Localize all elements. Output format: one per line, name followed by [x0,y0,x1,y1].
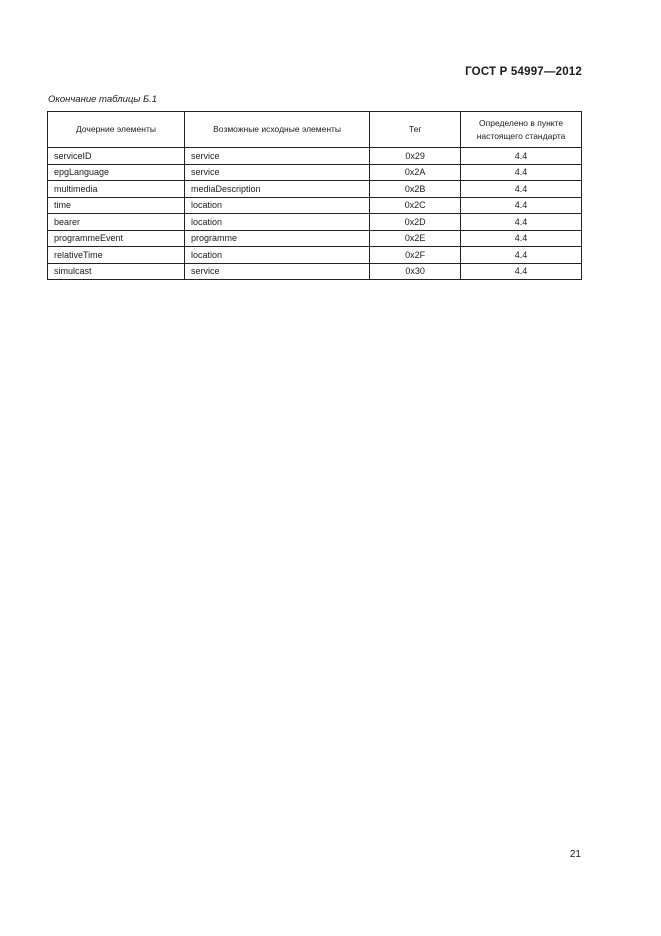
cell-section: 4.4 [461,148,582,165]
cell-parent: service [184,164,369,181]
document-standard-header: ГОСТ Р 54997—2012 [465,66,582,78]
cell-tag: 0x2E [370,230,461,247]
cell-parent: service [184,263,369,280]
column-header-child-elements: Дочерние элементы [48,112,185,148]
cell-child: bearer [48,214,185,231]
table-row [48,230,582,247]
cell-parent: location [184,214,369,231]
table-header [48,112,582,148]
cell-child: programmeEvent [48,230,185,247]
cell-tag: 0x2A [370,164,461,181]
cell-parent: service [184,148,369,165]
cell-section: 4.4 [461,263,582,280]
cell-parent: location [184,247,369,264]
table-row [48,214,582,231]
cell-tag: 0x30 [370,263,461,280]
cell-child: multimedia [48,181,185,198]
table-header-row [48,112,582,148]
cell-section: 4.4 [461,164,582,181]
column-header-parent-elements: Возможные исходные элементы [184,112,369,148]
cell-child: relativeTime [48,247,185,264]
cell-parent: location [184,197,369,214]
cell-child: simulcast [48,263,185,280]
table-caption: Окончание таблицы Б.1 [48,94,158,105]
table-row [48,263,582,280]
cell-section: 4.4 [461,214,582,231]
table-row [48,181,582,198]
page-number: 21 [569,849,581,860]
cell-child: serviceID [48,148,185,165]
cell-section: 4.4 [461,181,582,198]
table-body [48,148,582,280]
cell-section: 4.4 [461,197,582,214]
cell-parent: mediaDescription [184,181,369,198]
cell-tag: 0x2D [370,214,461,231]
cell-tag: 0x2F [370,247,461,264]
cell-tag: 0x2C [370,197,461,214]
table-row [48,148,582,165]
cell-section: 4.4 [461,247,582,264]
column-header-defined-in-section: Определено в пункте настоящего стандарта [461,112,582,148]
column-header-tag: Тег [370,112,461,148]
cell-tag: 0x29 [370,148,461,165]
cell-tag: 0x2B [370,181,461,198]
cell-child: time [48,197,185,214]
cell-child: epgLanguage [48,164,185,181]
table-row [48,247,582,264]
cell-parent: programme [184,230,369,247]
table-row [48,197,582,214]
elements-table [47,111,582,280]
table-row [48,164,582,181]
cell-section: 4.4 [461,230,582,247]
